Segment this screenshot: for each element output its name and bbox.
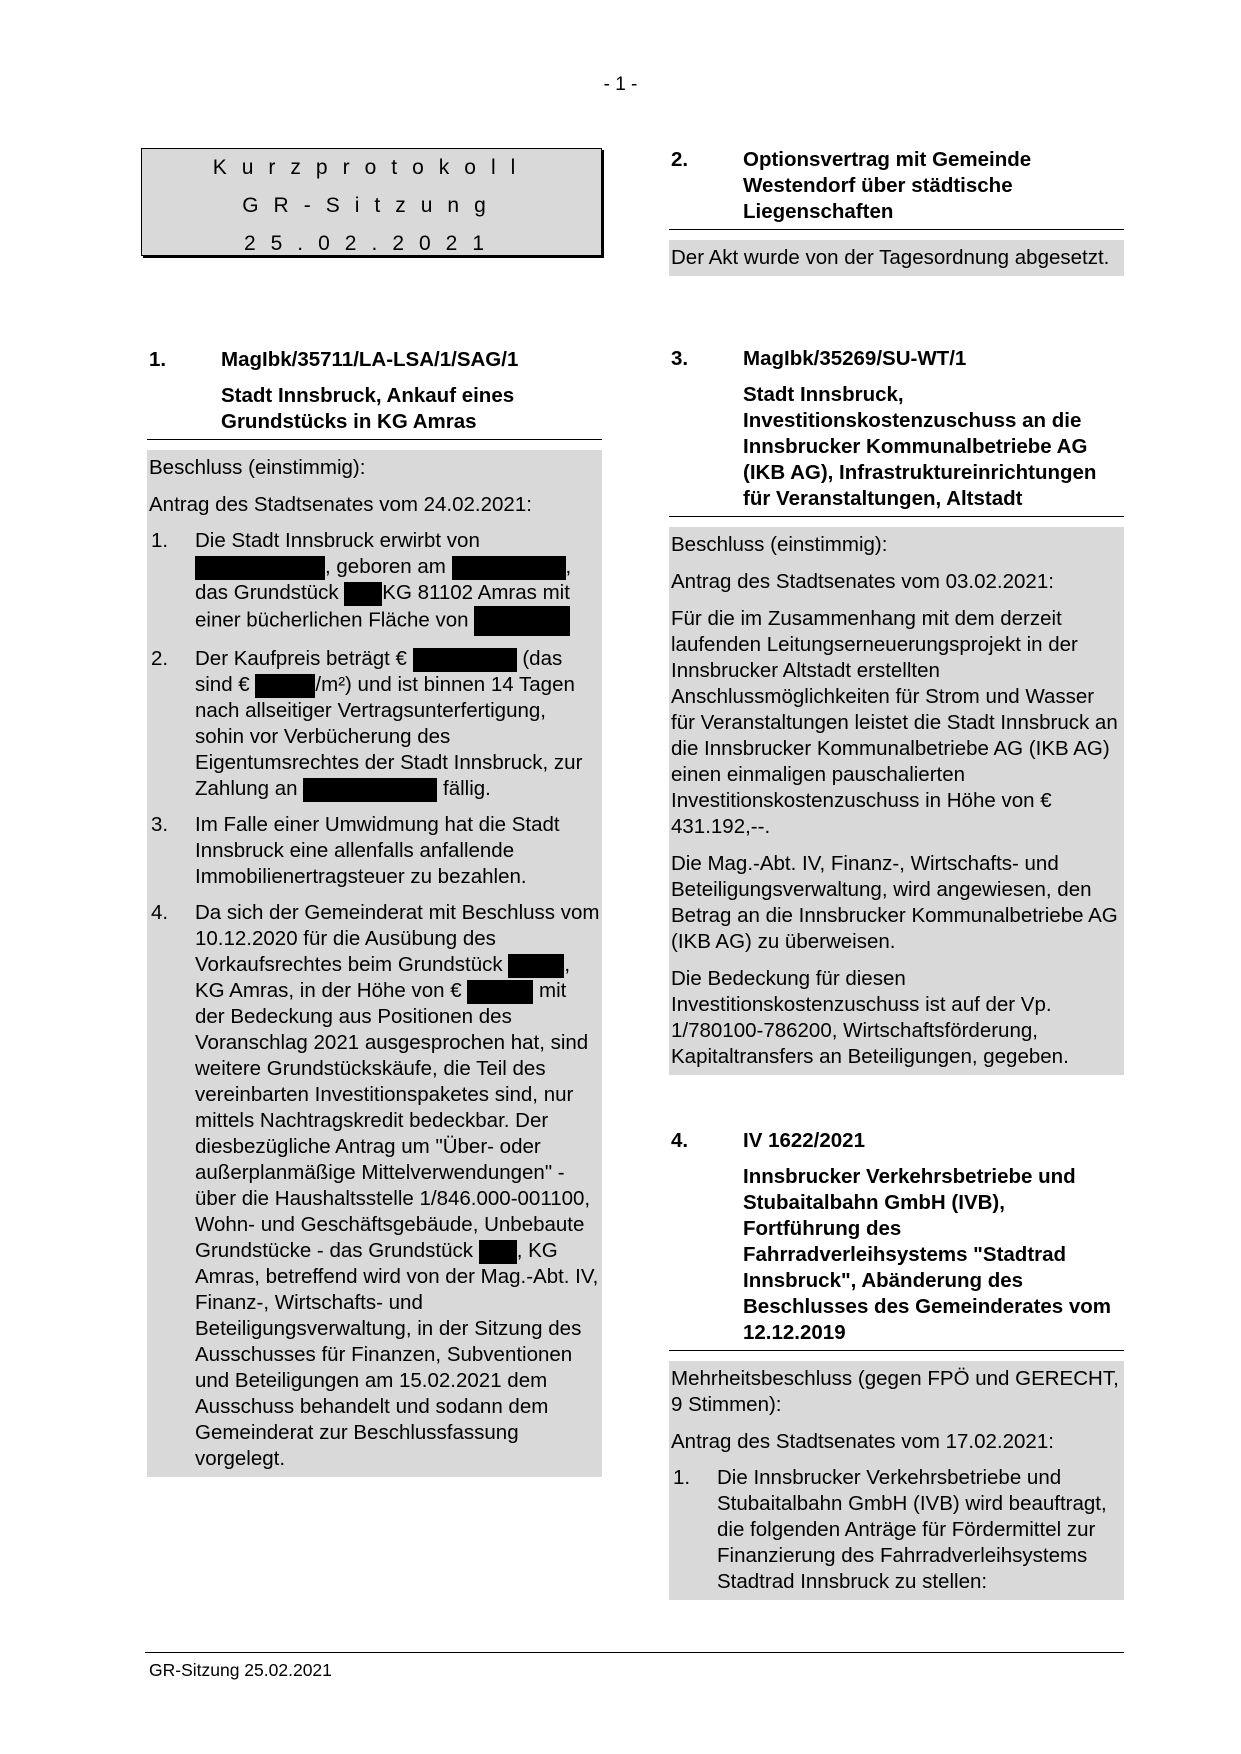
item-3-paragraph-1: Für die im Zusammenhang mit dem derzeit laufenden Leitungserneuerungsprojekt in der Innsbrucker Altstadt erstellten Anschlussmöglichkeiten für Strom und Wasser für Veranstaltungen leistet die Stadt Innsbruck an die Innsbrucker Kommunalbetriebe AG (IKB AG) einen einmaligen pauschalierten Investitionskostenzuschuss in Höhe von € 431.192,--. [671, 607, 1118, 838]
item-4-motion: Antrag des Stadtsenates vom 17.02.2021: [671, 1430, 1054, 1453]
item-1-body [147, 450, 602, 1477]
item-1-number: 1. [149, 348, 167, 371]
item-1-motion: Antrag des Stadtsenates vom 24.02.2021: [149, 493, 532, 516]
title-box [141, 148, 602, 256]
item-4-decision: Mehrheitsbeschluss (gegen FPÖ und GERECHT, 9 Stimmen): [671, 1367, 1119, 1416]
list-item: 1. Die Innsbrucker Verkehrsbetriebe und Stubaitalbahn GmbH (IVB) wird beauftragt, die folgenden Anträge für Fördermittel zur Finanzierung des Fahrradverleihsystems Stadtrad Innsbruck zu stellen: [673, 1466, 1107, 1593]
redaction [479, 1240, 517, 1264]
agenda-item-2 [669, 147, 1124, 276]
redaction [508, 954, 564, 978]
item-1-decision: Beschluss (einstimmig): [149, 456, 366, 479]
item-3-number: 3. [671, 347, 689, 370]
redaction [413, 648, 517, 672]
item-3-body [669, 527, 1124, 1075]
agenda-item-3 [669, 346, 1124, 1075]
redaction [195, 556, 325, 580]
item-1-reference: MagIbk/35711/LA-LSA/1/SAG/1 [221, 348, 519, 371]
item-3-motion: Antrag des Stadtsenates vom 03.02.2021: [671, 570, 1054, 593]
footer-text: GR-Sitzung 25.02.2021 [149, 1660, 332, 1680]
item-1-heading [147, 347, 602, 435]
item-2-heading [669, 147, 1124, 225]
list-item: 4. Da sich der Gemeinderat mit Beschluss vom 10.12.2020 für die Ausübung des Vorkaufsrechtes beim Grundstück , KG Amras, in der Höhe von € mit der Bedeckung aus Positionen des Voranschlag 2021 ausgesprochen hat, sind weitere Grundstückskäufe, die Teil des vereinbarten Investitionspaketes sind, nur mittels Nachtragskredit bedeckbar. Der diesbezügliche Antrag um "Über- oder außerplanmäßige Mittelverwendungen" - über die Haushaltsstelle 1/846.000-001100, Wohn- und Geschäftsgebäude, Unbebaute Grundstücke - das Grundstück , KG Amras, betreffend wird von der Mag.-Abt. IV, Finanz-, Wirtschafts- und Beteiligungsverwaltung, in der Sitzung des Ausschusses für Finanzen, Subventionen und Beteiligungen am 15.02.2021 dem Ausschuss behandelt und sodann dem Gemeinderat zur Beschlussfassung vorgelegt. [151, 901, 600, 1470]
redaction [303, 778, 437, 802]
redaction [474, 606, 570, 636]
item-3-paragraph-3: Die Bedeckung für diesen Investitionskostenzuschuss ist auf der Vp. 1/780100-786200, Wirtschaftsförderung, Kapitaltransfers an Beteiligungen, gegeben. [671, 967, 1069, 1068]
title-line-3: 25.02.2021 [243, 232, 500, 255]
redaction [452, 556, 566, 580]
item-3-paragraph-2: Die Mag.-Abt. IV, Finanz-, Wirtschafts- und Beteiligungsverwaltung, wird angewiesen, den Betrag an die Innsbrucker Kommunalbetriebe AG (IKB AG) zu überweisen. [671, 852, 1118, 953]
list-item: 3. Im Falle einer Umwidmung hat die Stadt Innsbruck eine allenfalls anfallende Immobilienertragsteuer zu bezahlen. [151, 813, 560, 888]
item-3-decision: Beschluss (einstimmig): [671, 533, 888, 556]
item-2-title: Optionsvertrag mit Gemeinde Westendorf über städtische Liegenschaften [743, 148, 1032, 223]
agenda-item-1 [147, 347, 602, 1477]
redaction [467, 980, 533, 1004]
title-line-1: Kurzprotokoll [212, 156, 531, 179]
item-2-text: Der Akt wurde von der Tagesordnung abgesetzt. [671, 246, 1110, 269]
agenda-item-4 [669, 1128, 1124, 1600]
item-3-heading [669, 346, 1124, 512]
list-item: 1. Die Stadt Innsbruck erwirbt von , geboren am , das Grundstück KG 81102 Amras mit einer bücherlichen Fläche von [149, 528, 600, 636]
item-4-body [669, 1361, 1124, 1600]
item-3-title: Stadt Innsbruck, Investitionskostenzuschuss an die Innsbrucker Kommunalbetriebe AG (IKB AG), Infrastruktureinrichtungen für Veranstaltungen, Altstadt [743, 383, 1097, 510]
item-3-reference: MagIbk/35269/SU-WT/1 [743, 347, 967, 370]
item-1-points [149, 528, 600, 1472]
redaction [255, 674, 315, 698]
item-1-title: Stadt Innsbruck, Ankauf eines Grundstücks in KG Amras [221, 384, 515, 433]
item-4-heading [669, 1128, 1124, 1346]
item-2-number: 2. [671, 148, 689, 171]
redaction [344, 582, 382, 606]
item-4-number: 4. [671, 1129, 689, 1152]
footer-rule [145, 1652, 1124, 1653]
item-3-rule [669, 516, 1124, 517]
page-number: - 1 - [603, 74, 638, 95]
item-4-title: Innsbrucker Verkehrsbetriebe und Stubaitalbahn GmbH (IVB), Fortführung des Fahrradverleihsystems "Stadtrad Innsbruck", Abänderung des Beschlusses des Gemeinderates vom 12.12.2019 [743, 1165, 1112, 1344]
item-1-rule [147, 439, 602, 440]
item-2-body [669, 240, 1124, 276]
item-4-reference: IV 1622/2021 [743, 1129, 865, 1152]
list-item: 2. Der Kaufpreis beträgt € (das sind € /m²) und ist binnen 14 Tagen nach allseitiger Vertragsunterfertigung, sohin vor Verbücherung des Eigentumsrechtes der Stadt Innsbruck, zur Zahlung an fällig. [151, 647, 583, 800]
title-line-2: GR-Sitzung [242, 194, 501, 217]
item-4-points [671, 1465, 1122, 1595]
item-4-rule [669, 1350, 1124, 1351]
item-2-rule [669, 229, 1124, 230]
